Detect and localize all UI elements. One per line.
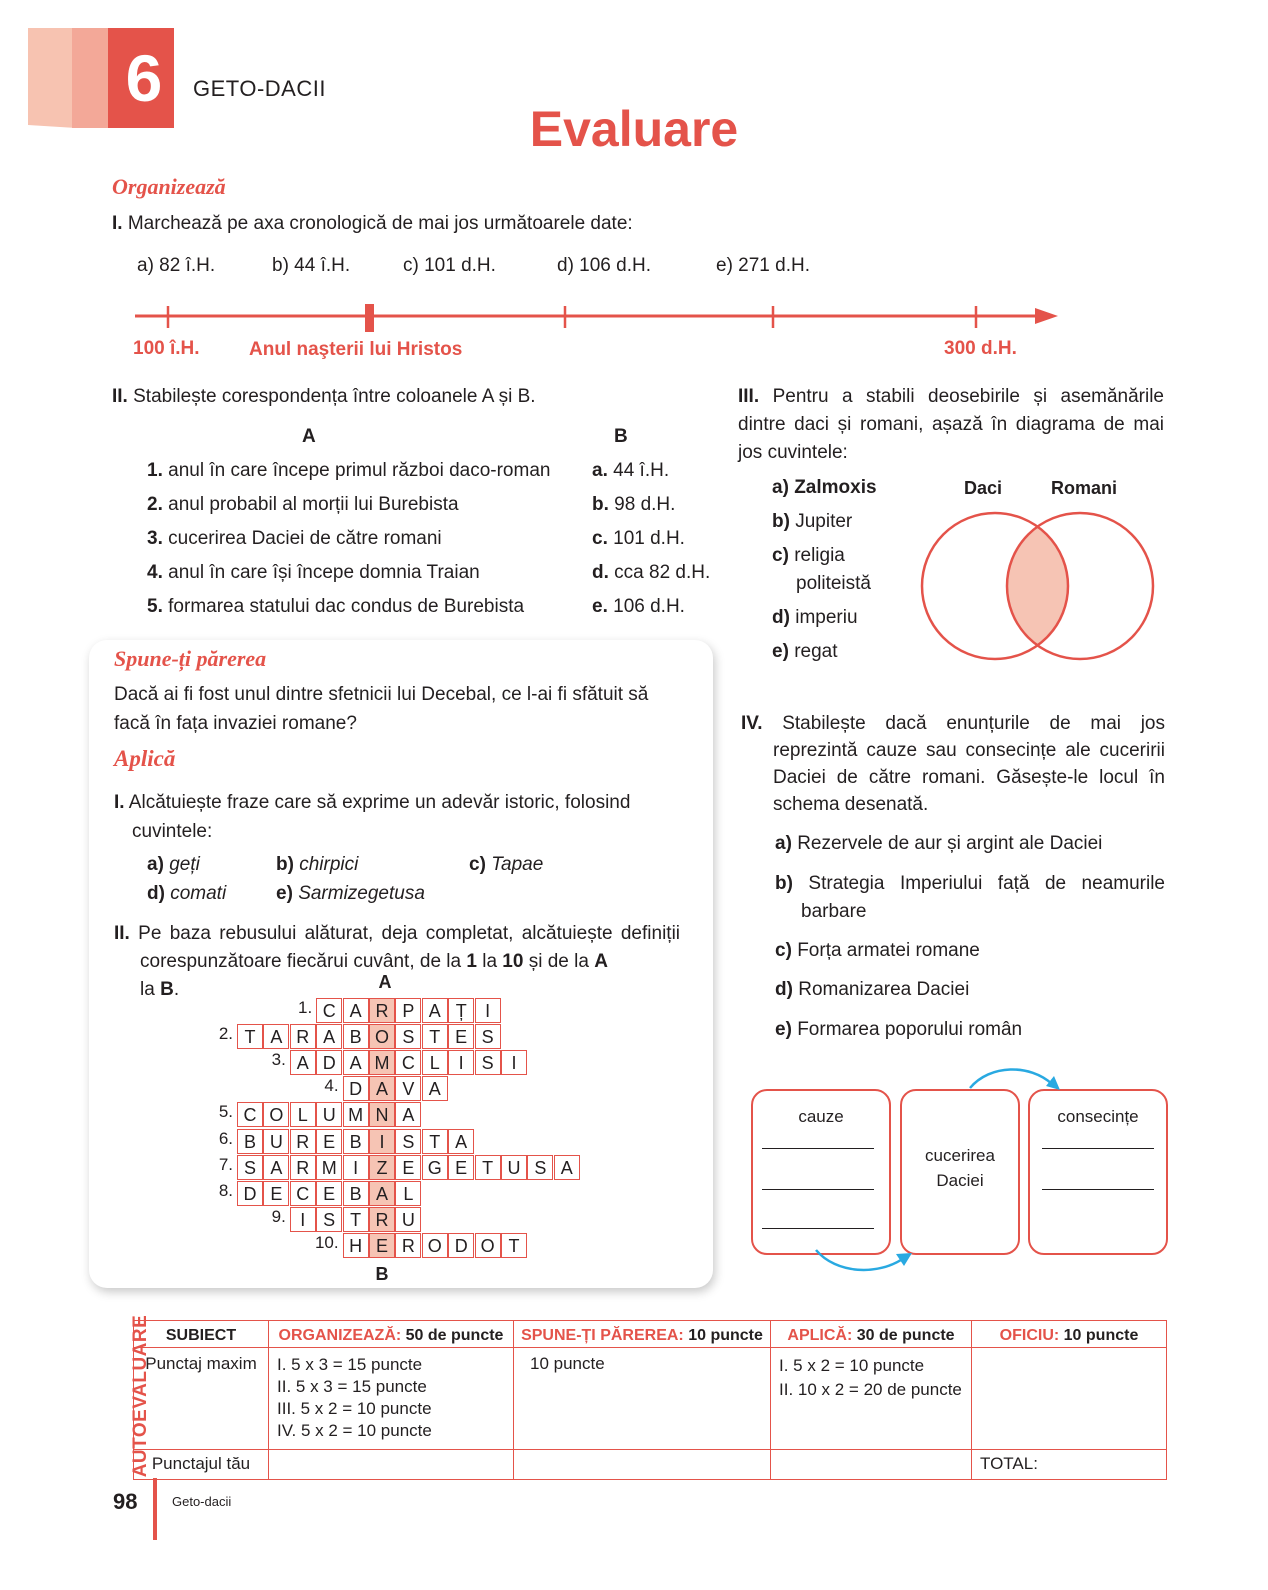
column-a-heading: A [302, 426, 316, 447]
crossword-cell: E [316, 1129, 342, 1154]
crossword-cell: O [263, 1102, 289, 1127]
timeline-axis [130, 300, 1070, 334]
crossword-cell: S [395, 1024, 421, 1049]
row-label: Punctaj maxim [134, 1348, 269, 1450]
crossword-cell: D [316, 1050, 342, 1075]
crossword-cell: A [422, 998, 448, 1023]
question-organize-2 [112, 383, 536, 411]
question-apply-1 [114, 788, 684, 846]
conquest-box [900, 1089, 1020, 1255]
page-title: Evaluare [529, 101, 739, 157]
column-a-item: 2. anul probabil al morții lui Burebista [147, 494, 459, 515]
crossword-cell: S [527, 1155, 553, 1180]
crossword-row-number: 6. [218, 1128, 233, 1148]
answer-line[interactable] [762, 1189, 874, 1190]
conquest-label: cucerirea Daciei [925, 1146, 995, 1190]
timeline-right-label: 300 d.H. [944, 338, 1017, 359]
causes-box [751, 1089, 891, 1255]
question-number: III. [738, 386, 760, 407]
header-cell: SPUNE-ȚI PĂREREA: 10 puncte [514, 1321, 771, 1348]
crossword-cell: R [369, 998, 395, 1023]
crossword-cell: C [395, 1050, 421, 1075]
crossword-cell: B [343, 1024, 369, 1049]
venn-word: b) Jupiter [772, 511, 853, 532]
crossword-cell: A [343, 1050, 369, 1075]
crossword-cell: T [422, 1129, 448, 1154]
statement-item: a) Rezervele de aur și argint ale Daciei [775, 833, 1103, 854]
crossword-cell: O [369, 1024, 395, 1049]
crossword-cell: S [316, 1207, 342, 1232]
word-e: e) Sarmizegetusa [276, 883, 425, 904]
venn-word: e) regat [772, 641, 838, 662]
crossword-cell: D [448, 1233, 474, 1258]
crossword-cell: O [475, 1233, 501, 1258]
date-c: c) 101 d.H. [403, 255, 496, 276]
consequences-box [1028, 1089, 1168, 1255]
crossword-cell: M [343, 1102, 369, 1127]
question-number: II. [112, 386, 128, 407]
crossword-cell: T [422, 1024, 448, 1049]
crossword-row-number: 7. [218, 1154, 233, 1174]
apply-max: I. 5 x 2 = 10 puncte II. 10 x 2 = 20 de puncte [771, 1348, 972, 1450]
crossword-cell: E [448, 1024, 474, 1049]
venn-word: c) religia politeistă [772, 545, 871, 594]
question-apply-2-end: la B. [140, 979, 180, 1000]
crossword-cell: R [290, 1129, 316, 1154]
date-d: d) 106 d.H. [557, 255, 651, 276]
opinion-score-cell[interactable] [514, 1450, 771, 1480]
crossword-cell: C [290, 1181, 316, 1206]
crossword-cell: A [422, 1076, 448, 1101]
column-b-item: b. 98 d.H. [592, 494, 676, 515]
max-score-row [134, 1348, 1167, 1450]
answer-line[interactable] [762, 1228, 874, 1229]
question-text: Stabilește corespondența între coloanele A și B. [133, 386, 536, 407]
column-a-item: 5. formarea statului dac condus de Burebista [147, 596, 525, 617]
crossword-cell: N [369, 1102, 395, 1127]
official-max [972, 1348, 1167, 1450]
crossword-cell: A [343, 998, 369, 1023]
column-b-item: a. 44 î.H. [592, 460, 670, 481]
date-a: a) 82 î.H. [137, 255, 216, 276]
crossword-cell: D [343, 1076, 369, 1101]
statement-item: e) Formarea poporului român [775, 1019, 1023, 1040]
crossword-cell: D [237, 1181, 263, 1206]
crossword-bottom-label: B [375, 1264, 389, 1284]
answer-line[interactable] [762, 1148, 874, 1149]
crossword-row-number: 5. [218, 1102, 233, 1122]
word-a: a) geți [147, 854, 200, 875]
footer-divider [153, 1478, 157, 1540]
question-organize-4 [741, 710, 1165, 818]
answer-line[interactable] [1042, 1148, 1154, 1149]
crossword-cell: T [343, 1207, 369, 1232]
crossword-cell: I [501, 1050, 527, 1075]
timeline-left-label: 100 î.H. [133, 338, 200, 359]
crossword-cell: B [343, 1129, 369, 1154]
venn-diagram [918, 508, 1163, 666]
venn-word: a) Zalmoxis [772, 477, 877, 498]
crossword-row-number: 9. [271, 1206, 286, 1226]
column-b-list [592, 457, 732, 627]
opinion-max: 10 puncte [514, 1348, 771, 1450]
column-a-item: 3. cucerirea Daciei de către romani [147, 528, 442, 549]
crossword-cell: M [369, 1050, 395, 1075]
crossword-cell: G [422, 1155, 448, 1180]
score-table-header [134, 1321, 1167, 1348]
crossword-cell: T [237, 1024, 263, 1049]
column-b-item: e. 106 d.H. [592, 596, 685, 617]
crossword-cell: A [316, 1024, 342, 1049]
statement-item: c) Forța armatei romane [775, 940, 980, 961]
answer-line[interactable] [1042, 1189, 1154, 1190]
crossword-cell: A [395, 1102, 421, 1127]
header-cell: OFICIU: 10 puncte [972, 1321, 1167, 1348]
question-organize-3 [738, 383, 1164, 467]
total-cell[interactable]: TOTAL: [972, 1450, 1167, 1480]
crossword-cell: R [290, 1155, 316, 1180]
crossword-cell: E [369, 1233, 395, 1258]
header-cell: SUBIECT [134, 1321, 269, 1348]
causes-label: cauze [798, 1107, 844, 1126]
crossword-row-number: 10. [314, 1232, 339, 1252]
crossword-cell: H [343, 1233, 369, 1258]
crossword-cell: L [395, 1181, 421, 1206]
crossword-cell: R [395, 1233, 421, 1258]
crossword-cell: A [554, 1155, 580, 1180]
header-cell: ORGANIZEAZĂ: 50 de puncte [269, 1321, 514, 1348]
crossword-cell: O [422, 1233, 448, 1258]
question-organize-1 [112, 210, 812, 238]
crossword-cell: S [475, 1050, 501, 1075]
arrow-top [960, 1062, 1070, 1094]
crossword-cell: Z [369, 1155, 395, 1180]
chapter-number: 6 [125, 41, 163, 115]
question-number: IV. [741, 713, 763, 734]
crossword-cell: C [316, 998, 342, 1023]
crossword-row-number: 8. [218, 1180, 233, 1200]
crossword-cell: I [343, 1155, 369, 1180]
venn-word: d) imperiu [772, 607, 858, 628]
word-b: b) chirpici [276, 854, 359, 875]
crossword-cell: U [263, 1129, 289, 1154]
column-b-item: c. 101 d.H. [592, 528, 685, 549]
question-text: Stabilește dacă enunțurile de mai jos reprezintă cauze sau consecințe ale cuceririi Daciei de către romani. Găsește-le locul în schema desenată. [773, 713, 1165, 815]
column-a-list [147, 457, 577, 627]
crossword-cell: T [501, 1233, 527, 1258]
organize-score-cell[interactable] [269, 1450, 514, 1480]
venn-label-daci: Daci [964, 478, 1003, 498]
column-a-item: 1. anul în care începe primul război daco-roman [147, 460, 551, 481]
chapter-title: GETO-DACII [193, 76, 326, 101]
crossword-cell: R [290, 1024, 316, 1049]
self-eval-side-label: AUTOEVALUARE [130, 1314, 151, 1478]
date-e: e) 271 d.H. [716, 255, 810, 276]
statement-item: b) Strategia Imperiului față de neamurile barbare [775, 873, 1165, 922]
crossword-cell: Ț [448, 998, 474, 1023]
question-text: Pentru a stabili deosebirile și asemănările dintre daci și romani, așază în diagrama de mai jos cuvintele: [738, 386, 1165, 463]
crossword-cell: A [290, 1050, 316, 1075]
score-table [133, 1320, 1167, 1480]
running-title: Geto-dacii [172, 1494, 232, 1509]
section-heading-apply: Aplică [114, 746, 176, 771]
column-b-item: d. cca 82 d.H. [592, 562, 711, 583]
crossword-cell: L [290, 1102, 316, 1127]
question-number: I. [112, 213, 123, 234]
word-c: c) Tapae [469, 854, 544, 875]
crossword-cell: I [369, 1129, 395, 1154]
row-label: Punctajul tău [134, 1450, 269, 1480]
crossword-cell: A [263, 1155, 289, 1180]
crossword-cell: U [501, 1155, 527, 1180]
statement-list [775, 830, 1165, 1056]
crossword-cell: T [475, 1155, 501, 1180]
question-apply-2: II. Pe baza rebusului alăturat, deja completat, alcătuiește definiții corespunzătoare fiecărui cuvânt, de la 1 la 10 și de la A [114, 923, 681, 972]
column-a-item: 4. anul în care își începe domnia Traian [147, 562, 480, 583]
crossword-cell: U [316, 1102, 342, 1127]
crossword-cell: A [263, 1024, 289, 1049]
your-score-row [134, 1450, 1167, 1480]
crossword-cell: E [448, 1155, 474, 1180]
venn-word-list [772, 474, 922, 672]
venn-label-romani: Romani [1051, 478, 1118, 498]
section-heading-opinion: Spune-ți părerea [114, 646, 267, 671]
apply-score-cell[interactable] [771, 1450, 972, 1480]
crossword-row-number: 4. [324, 1076, 339, 1096]
crossword-row-number: 1. [298, 998, 313, 1017]
crossword-cell: B [237, 1129, 263, 1154]
crossword-cell: P [395, 998, 421, 1023]
crossword-cell: I [448, 1050, 474, 1075]
consequences-label: consecințe [1057, 1107, 1139, 1126]
crossword-cell: A [448, 1129, 474, 1154]
section-heading-organize: Organizează [112, 174, 226, 199]
crossword-cell: B [343, 1181, 369, 1206]
crossword-row-number: 2. [218, 1024, 233, 1044]
crossword-cell: S [475, 1024, 501, 1049]
crossword-cell: R [369, 1207, 395, 1232]
word-d: d) comati [147, 883, 227, 904]
crossword-cell: M [316, 1155, 342, 1180]
crossword-cell: A [369, 1181, 395, 1206]
crossword-cell: S [395, 1129, 421, 1154]
timeline-mid-label: Anul naşterii lui Hristos [249, 339, 463, 360]
crossword-cell: I [475, 998, 501, 1023]
crossword-cell: E [316, 1181, 342, 1206]
page-number: 98 [113, 1489, 138, 1514]
statement-item: d) Romanizarea Daciei [775, 979, 970, 1000]
arrow-bottom [808, 1244, 918, 1278]
question-text: Marchează pe axa cronologică de mai jos următoarele date: [127, 213, 633, 234]
crossword-cell: V [395, 1076, 421, 1101]
crossword-cell: E [395, 1155, 421, 1180]
date-b: b) 44 î.H. [272, 255, 351, 276]
question-number: I. [114, 792, 125, 813]
crossword-cell: S [237, 1155, 263, 1180]
organize-max: I. 5 x 3 = 15 puncte II. 5 x 3 = 15 puncte III. 5 x 2 = 10 puncte IV. 5 x 2 = 10 puncte [269, 1348, 514, 1450]
header-cell: APLICĂ: 30 de puncte [771, 1321, 972, 1348]
question-text: Alcătuiește fraze care să exprime un adevăr istoric, folosind cuvintele: [128, 792, 631, 842]
crossword-cell: I [290, 1207, 316, 1232]
crossword-cell: C [237, 1102, 263, 1127]
crossword-cell: E [263, 1181, 289, 1206]
column-b-heading: B [614, 426, 628, 447]
crossword-cell: U [395, 1207, 421, 1232]
crossword-top-label: A [378, 972, 392, 992]
crossword-row-number: 3. [271, 1050, 286, 1070]
crossword-cell: A [369, 1076, 395, 1101]
opinion-question: Dacă ai fi fost unul dintre sfetnicii lui Decebal, ce l-ai fi sfătuit să facă în fața invaziei romane? [114, 684, 649, 734]
crossword-cell: L [422, 1050, 448, 1075]
